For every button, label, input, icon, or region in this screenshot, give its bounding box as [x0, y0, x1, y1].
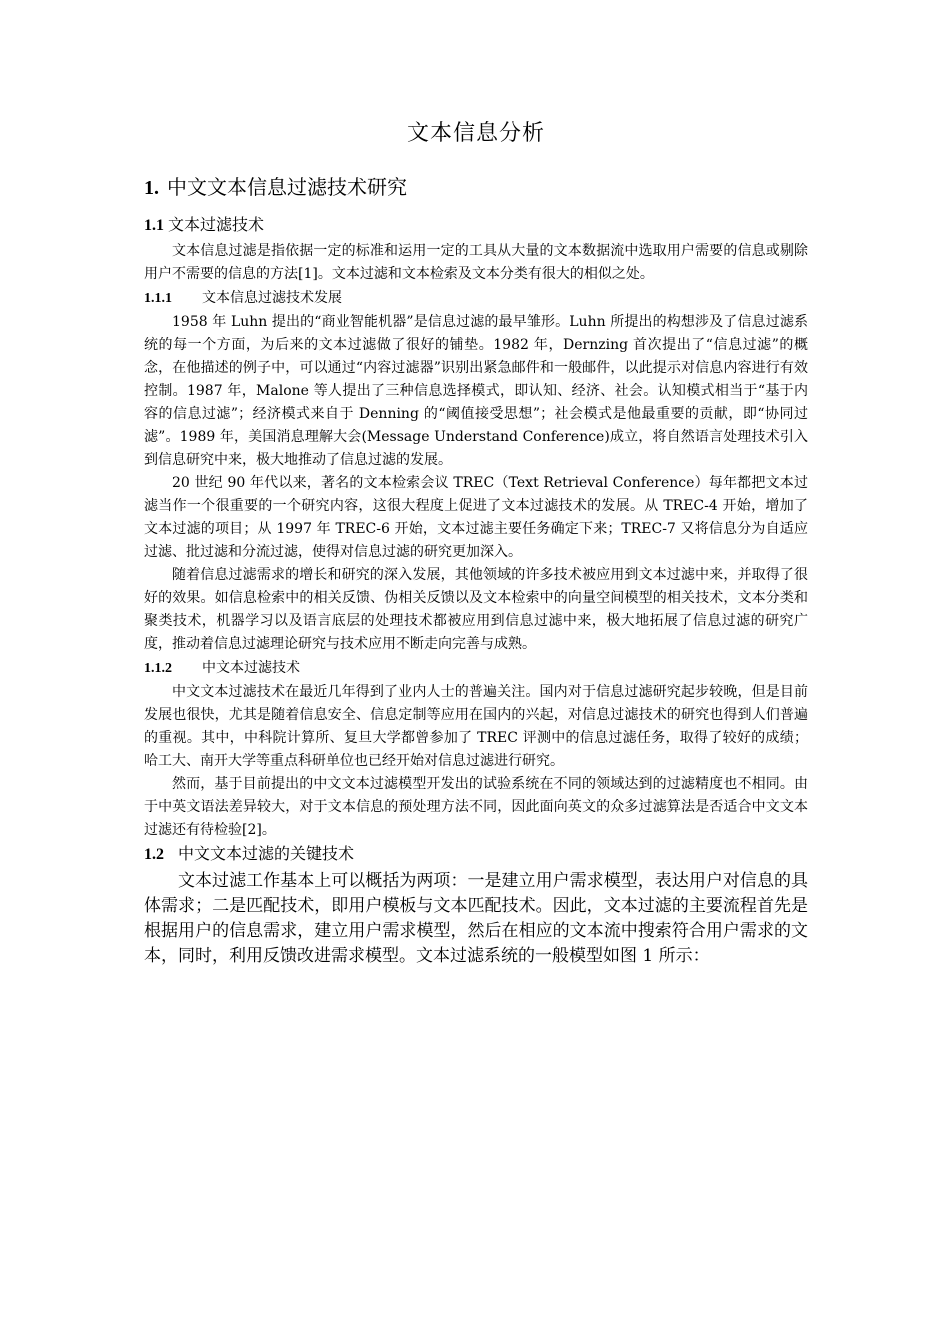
- section-1-2-number: 1.2: [144, 846, 164, 863]
- section-1-heading: [144, 172, 808, 203]
- section-1-2-title: 中文文本过滤的关键技术: [178, 844, 355, 863]
- section-1-2-heading: [144, 842, 808, 867]
- section-1-1-1-title: 文本信息过滤技术发展: [202, 290, 342, 306]
- section-1-1-2-paragraph-2: 然而，基于目前提出的中文文本过滤模型开发出的试验系统在不同的领域达到的过滤精度也不相同。由于中英文语法差异较大，对于文本信息的预处理方法不同，因此面向英文的众多过滤算法是否适合中文文本过滤还有待检验[2]。: [144, 776, 808, 838]
- section-1-1-1-paragraph-3: 随着信息过滤需求的增长和研究的深入发展，其他领域的许多技术被应用到文本过滤中来，并取得了很好的效果。如信息检索中的相关反馈、伪相关反馈以及文本检索中的向量空间模型的相关技术，文本分类和聚类技术，机器学习以及语言底层的处理技术都被应用到信息过滤中来，极大地拓展了信息过滤的研究广度，推动着信息过滤理论研究与技术应用不断走向完善与成熟。: [144, 567, 808, 652]
- section-1-1-1-number: 1.1.1: [144, 291, 172, 306]
- section-1-2-paragraph: 文本过滤工作基本上可以概括为两项：一是建立用户需求模型，表达用户对信息的具体需求；二是匹配技术，即用户模板与文本匹配技术。因此，文本过滤的主要流程首先是根据用户的信息需求，建立用户需求模型，然后在相应的文本流中搜索符合用户需求的文本，同时，利用反馈改进需求模型。文本过滤系统的一般模型如图 1 所示：: [144, 871, 808, 966]
- section-1-1-paragraph: 文本信息过滤是指依据一定的标准和运用一定的工具从大量的文本数据流中选取用户需要的信息或剔除用户不需要的信息的方法[1]。文本过滤和文本检索及文本分类有很大的相似之处。: [144, 243, 808, 282]
- document-title: 文本信息分析: [406, 121, 545, 146]
- section-1-1-2-number: 1.1.2: [144, 661, 172, 676]
- section-1-1-title: 文本过滤技术: [168, 215, 265, 234]
- section-1-1-1-heading: [144, 286, 808, 311]
- section-1-1-2-heading: [144, 656, 808, 681]
- document-page: [144, 118, 808, 969]
- section-1-number: 1.: [144, 177, 159, 199]
- section-1-1-1-paragraph-1: 1958 年 Luhn 提出的“商业智能机器”是信息过滤的最早雏形。Luhn 所提出的构想涉及了信息过滤系统的每一个方面，为后来的文本过滤做了很好的铺垫。1982 年，Dernzing 首次提出了“信息过滤”的概念，在他描述的例子中，可以通过“内容过滤器”识别出紧急邮件和一般邮件，以此提示对信息内容进行有效控制。1987 年，Malone 等人提出了三种信息选择模式，即认知、经济、社会。认知模式相当于“基于内容的信息过滤”；经济模式来自于 Denning 的“阈值接受思想”；社会模式是他最重要的贡献，即“协同过滤”。1989 年，美国消息理解大会(Message Understand Conference)成立，将自然语言处理技术引入到信息研究中来，极大地推动了信息过滤的发展。: [144, 314, 808, 468]
- section-1-1-heading: [144, 213, 808, 238]
- section-1-1-number: 1.1: [144, 217, 164, 234]
- section-1-1-1-paragraph-2: 20 世纪 90 年代以来，著名的文本检索会议 TREC（Text Retrieval Conference）每年都把文本过滤当作一个很重要的一个研究内容，这很大程度上促进了文本过滤技术的发展。从 TREC-4 开始，增加了文本过滤的项目；从 1997 年 TREC-6 开始，文本过滤主要任务确定下来；TREC-7 又将信息分为自适应过滤、批过滤和分流过滤，使得对信息过滤的研究更加深入。: [144, 475, 808, 560]
- section-1-1-2-paragraph-1: 中文文本过滤技术在最近几年得到了业内人士的普遍关注。国内对于信息过滤研究起步较晚，但是目前发展也很快，尤其是随着信息安全、信息定制等应用在国内的兴起，对信息过滤技术的研究也得到人们普遍的重视。其中，中科院计算所、复旦大学都曾参加了 TREC 评测中的信息过滤任务，取得了较好的成绩；哈工大、南开大学等重点科研单位也已经开始对信息过滤进行研究。: [144, 684, 808, 769]
- section-1-title: 中文文本信息过滤技术研究: [167, 175, 407, 199]
- section-1-1-2-title: 中文本过滤技术: [202, 660, 300, 676]
